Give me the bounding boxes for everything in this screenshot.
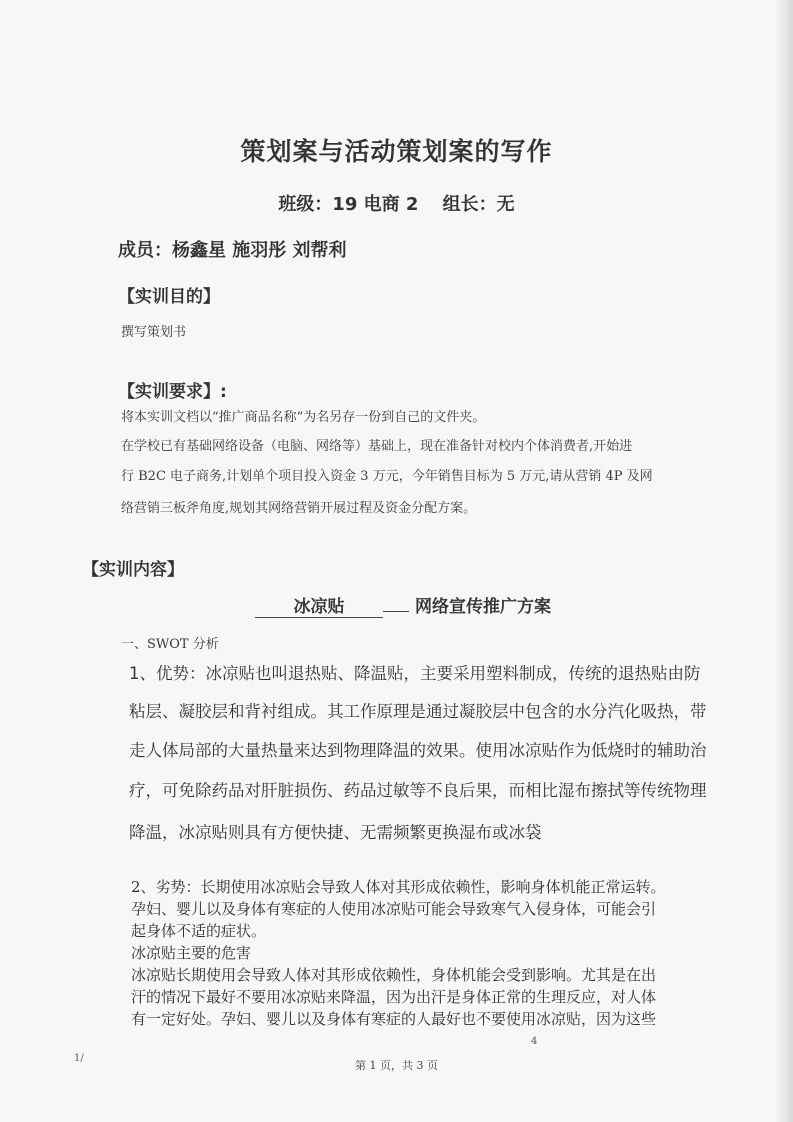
plan-title [255, 592, 551, 618]
objective-heading: 【实训目的】 [118, 287, 220, 307]
page-footer: 第 1 页，共 3 页 [355, 1059, 438, 1072]
requirement-line: 行 B2C 电子商务,计划单个项目投入资金 3 万元，今年销售目标为 5 万元,请从营销 4P 及网 [121, 469, 653, 484]
disadvantage-line: 冰凉贴主要的危害 [131, 944, 252, 962]
advantage-line: 走人体局部的大量热量来达到物理降温的效果。使用冰凉贴作为低烧时的辅助治 [129, 741, 707, 760]
content-heading: 【实训内容】 [82, 560, 184, 580]
requirement-line: 将本实训文档以“推广商品名称”为名另存一份到自己的文件夹。 [121, 410, 486, 425]
requirement-line: 在学校已有基础网络设备（电脑、网络等）基础上，现在准备针对校内个体消费者,开始进 [121, 439, 633, 454]
page-mark: 4 [531, 1036, 538, 1047]
advantage-line: 粘层、凝胶层和背衬组成。其工作原理是通过凝胶层中包含的水分汽化吸热，带 [129, 702, 707, 721]
corner-mark: 1/ [74, 1053, 84, 1064]
advantage-line: 疗，可免除药品对肝脏损伤、药品过敏等不良后果，而相比湿布擦拭等传统物理 [129, 781, 707, 800]
plan-underline-gap [383, 611, 409, 612]
disadvantage-line: 有一定好处。孕妇、婴儿以及身体有寒症的人最好也不要使用冰凉贴，因为这些 [131, 1010, 657, 1028]
document-title: 策划案与活动策划案的写作 [240, 137, 553, 166]
objective-text: 撰写策划书 [121, 325, 187, 340]
requirement-line: 络营销三板斧角度,规划其网络营销开展过程及资金分配方案。 [121, 501, 477, 516]
swot-heading: 一、SWOT 分析 [121, 637, 219, 652]
scan-edge-shadow [775, 0, 793, 1122]
disadvantage-line: 2、劣势：长期使用冰凉贴会导致人体对其形成依赖性，影响身体机能正常运转。 [131, 878, 666, 896]
disadvantage-line: 孕妇、婴儿以及身体有寒症的人使用冰凉贴可能会导致寒气入侵身体，可能会引 [131, 900, 657, 918]
advantage-line: 1、优势：冰凉贴也叫退热贴、降温贴，主要采用塑料制成，传统的退热贴由防 [129, 664, 701, 683]
members-line: 成员：杨鑫星 施羽彤 刘帮利 [118, 240, 347, 261]
disadvantage-line: 冰凉贴长期使用会导致人体对其形成依赖性，身体机能会受到影响。尤其是在出 [131, 966, 657, 984]
advantage-line: 降温，冰凉贴则具有方便快捷、无需频繁更换湿布或冰袋 [129, 823, 542, 842]
disadvantage-line: 汗的情况下最好不要用冰凉贴来降温，因为出汗是身体正常的生理反应，对人体 [131, 988, 657, 1006]
class-leader-line: 班级：19 电商 2 组长：无 [278, 194, 515, 215]
disadvantage-line: 起身体不适的症状。 [131, 922, 267, 940]
requirement-heading: 【实训要求】: [118, 382, 227, 402]
plan-suffix: 网络宣传推广方案 [415, 597, 551, 617]
plan-product-blank: 冰凉贴 [255, 592, 383, 618]
